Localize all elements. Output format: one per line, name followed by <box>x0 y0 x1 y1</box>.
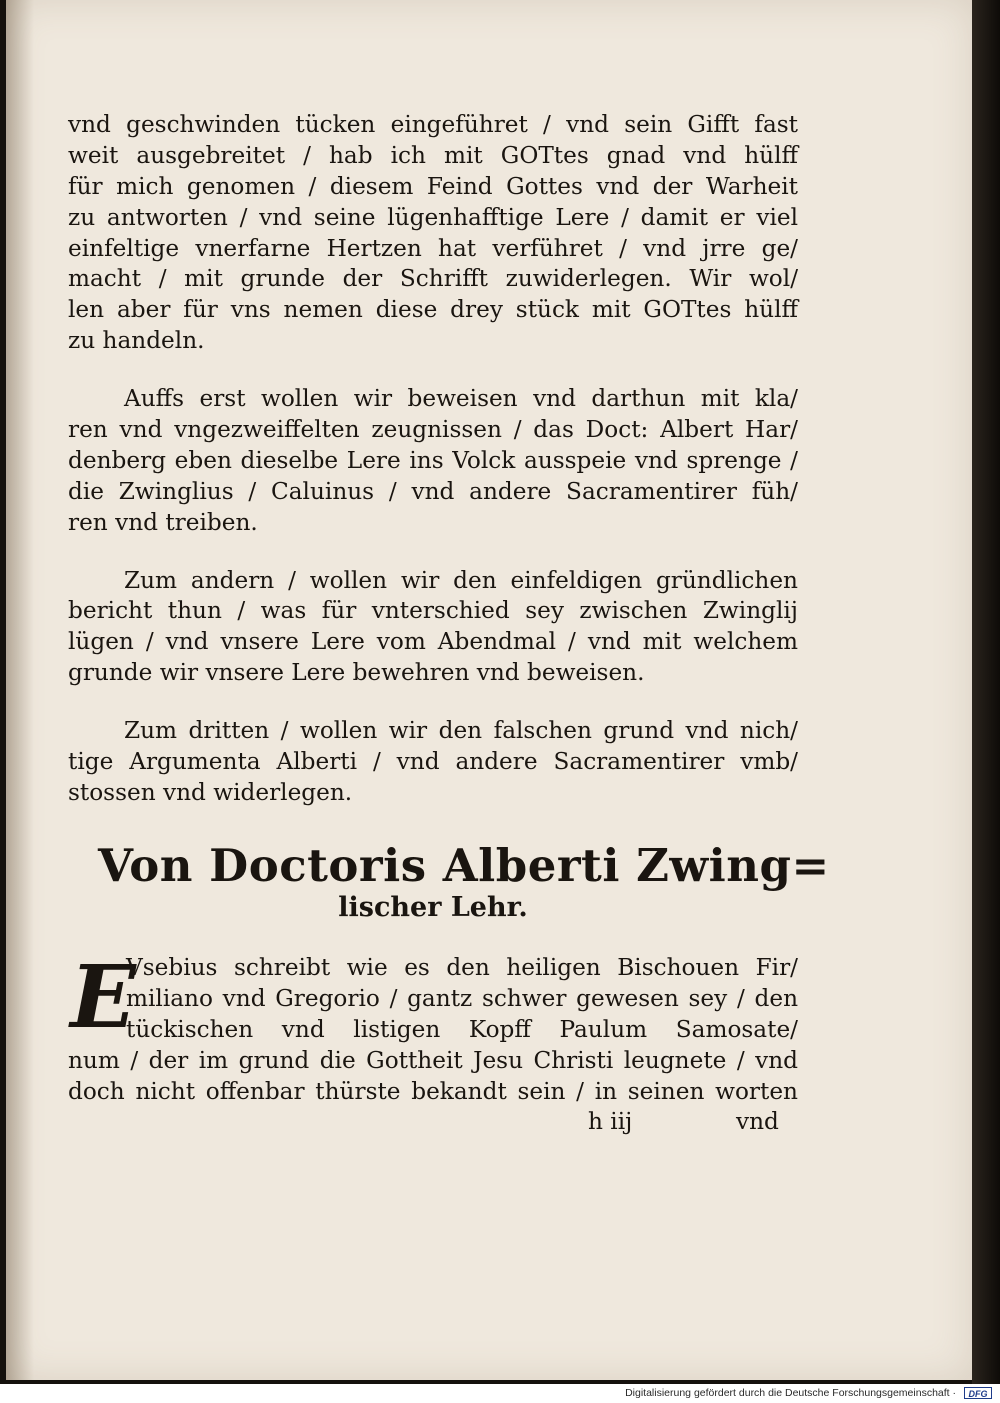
text-line: einfeltige vnerfarne Hertzen hat verführet / vnd jrre ge/ <box>68 234 798 262</box>
text-line: zu handeln. <box>68 327 205 355</box>
text-line: für mich genomen / diesem Feind Gottes vnd der Warheit <box>68 172 798 200</box>
page-edge <box>972 0 1000 1384</box>
dfg-logo: DFG <box>964 1387 992 1399</box>
text-line: lügen / vnd vnsere Lere vom Abendmal / vnd mit welchem <box>68 628 798 656</box>
paragraph-gap <box>68 689 798 716</box>
text-line: Vsebius schreibt wie es den heiligen Bischouen Fir/ <box>126 954 798 981</box>
text-line: bericht thun / was für vnterschied sey zwischen Zwinglij <box>68 597 798 625</box>
page-text <box>68 110 830 1136</box>
text-line: die Zwinglius / Caluinus / vnd andere Sacramentirer füh/ <box>68 477 798 505</box>
heading-line-2: lischer Lehr. <box>338 892 528 923</box>
text-line: tige Argumenta Alberti / vnd andere Sacramentirer vmb/ <box>68 748 798 776</box>
page-foot-line <box>68 1107 798 1138</box>
signature-mark: h iij <box>588 1108 633 1136</box>
decorated-initial: E <box>70 947 136 1048</box>
heading-line-1: Von Doctoris Alberti Zwing= <box>98 839 830 892</box>
paragraph-5 <box>68 947 798 1138</box>
paragraph-2 <box>68 384 798 538</box>
paragraph-gap <box>68 539 798 566</box>
text-line: len aber für vns nemen diese drey stück mit GOTtes hülff <box>68 296 798 324</box>
text-line: grunde wir vnsere Lere bewehren vnd beweisen. <box>68 659 645 687</box>
spine-shadow <box>6 0 34 1380</box>
paragraph-1 <box>68 110 798 357</box>
paragraph-4 <box>68 716 798 809</box>
text-line: Zum andern / wollen wir den einfeldigen gründlichen <box>124 566 798 594</box>
catchword: vnd <box>736 1108 779 1136</box>
text-line: macht / mit grunde der Schrifft zuwiderlegen. Wir wol/ <box>68 265 798 293</box>
text-line: Auffs erst wollen wir beweisen vnd darthun mit kla/ <box>124 385 798 413</box>
text-line: denberg eben dieselbe Lere ins Volck ausspeie vnd sprenge / <box>68 446 798 474</box>
text-line: stossen vnd widerlegen. <box>68 778 353 806</box>
text-line: ren vnd vngezweiffelten zeugnissen / das Doct: Albert Har/ <box>68 416 798 444</box>
text-line: zu antworten / vnd seine lügenhafftige Lere / damit er viel <box>68 203 798 231</box>
text-line: Zum dritten / wollen wir den falschen grund vnd nich/ <box>124 717 798 745</box>
text-line: weit ausgebreitet / hab ich mit GOTtes gnad vnd hülff <box>68 141 798 169</box>
text-line: vnd geschwinden tücken eingeführet / vnd sein Gifft fast <box>68 111 798 138</box>
text-line: tückischen vnd listigen Kopff Paulum Samosate/ <box>126 1015 798 1043</box>
section-heading <box>68 839 830 926</box>
paragraph-gap <box>68 357 798 384</box>
digitization-attribution: Digitalisierung gefördert durch die Deutsche Forschungsgemeinschaft · <box>625 1387 956 1399</box>
paragraph-3 <box>68 566 798 690</box>
text-line: miliano vnd Gregorio / gantz schwer gewesen sey / den <box>126 984 798 1012</box>
text-line: num / der im grund die Gottheit Jesu Christi leugnete / vnd <box>68 1046 798 1074</box>
text-line: ren vnd treiben. <box>68 508 258 536</box>
text-line: doch nicht offenbar thürste bekandt sein / in seinen worten <box>68 1077 798 1105</box>
